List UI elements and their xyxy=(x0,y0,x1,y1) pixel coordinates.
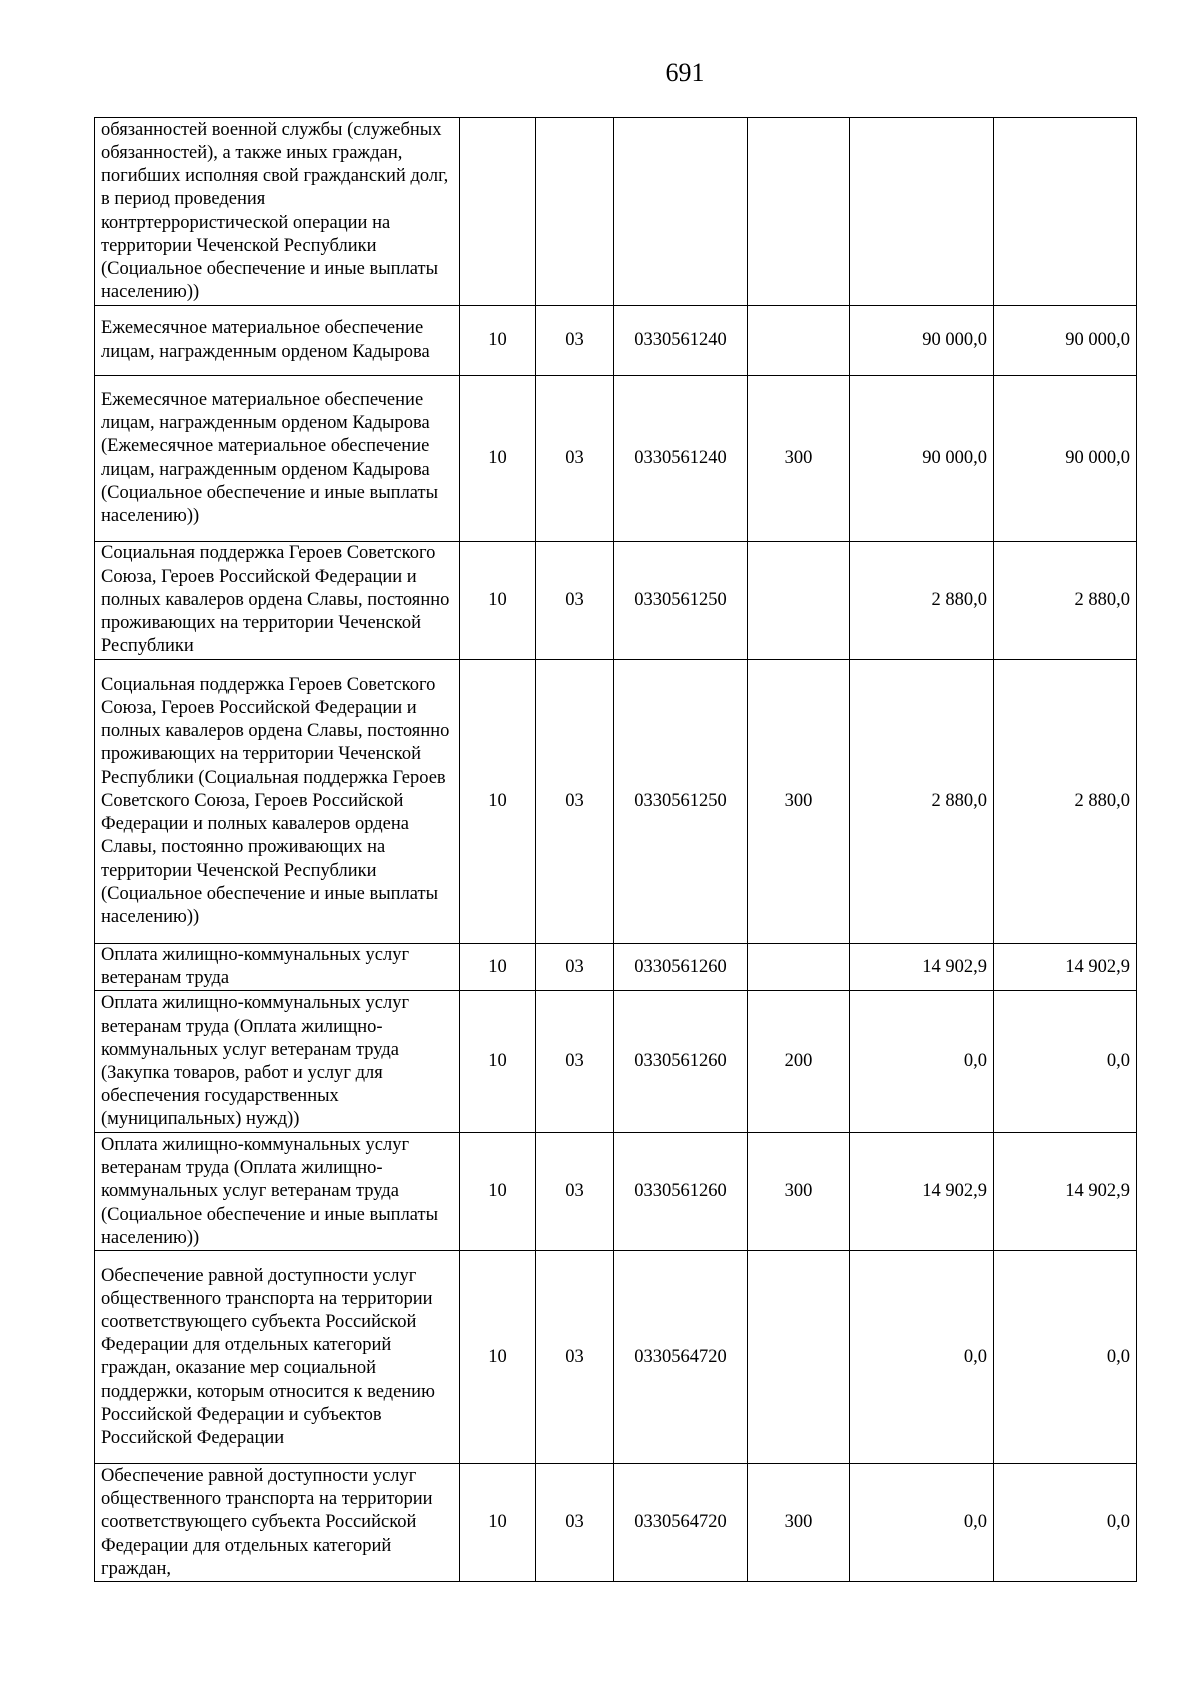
section-code-cell: 10 xyxy=(460,660,536,944)
subsection-code-cell: 03 xyxy=(536,991,614,1133)
amount-cell-1: 2 880,0 xyxy=(850,660,994,944)
target-article-cell: 0330561260 xyxy=(614,1133,748,1251)
subsection-code-cell: 03 xyxy=(536,542,614,660)
amount-cell-1 xyxy=(850,118,994,306)
table-row xyxy=(95,991,1137,1133)
amount-cell-1: 0,0 xyxy=(850,1251,994,1464)
amount-cell-2: 0,0 xyxy=(994,1464,1137,1582)
expense-type-cell xyxy=(748,944,850,991)
row-name-cell: Ежемесячное материальное обеспечение лицам, награжденным орденом Кадырова (Ежемесячное материальное обеспечение лицам, награжденным орденом Кадырова (Социальное обеспечение и иные выплаты населению)) xyxy=(95,376,460,542)
expense-type-cell: 300 xyxy=(748,376,850,542)
target-article-cell xyxy=(614,118,748,306)
section-code-cell: 10 xyxy=(460,306,536,376)
amount-cell-2: 90 000,0 xyxy=(994,376,1137,542)
row-name-cell: Оплата жилищно-коммунальных услуг ветеранам труда xyxy=(95,944,460,991)
amount-cell-1: 2 880,0 xyxy=(850,542,994,660)
row-name-cell: Оплата жилищно-коммунальных услуг ветеранам труда (Оплата жилищно-коммунальных услуг ветеранам труда (Социальное обеспечение и иные выплаты населению)) xyxy=(95,1133,460,1251)
target-article-cell: 0330564720 xyxy=(614,1251,748,1464)
subsection-code-cell xyxy=(536,118,614,306)
expense-type-cell: 300 xyxy=(748,1464,850,1582)
row-name-cell: Ежемесячное материальное обеспечение лицам, награжденным орденом Кадырова xyxy=(95,306,460,376)
table-row xyxy=(95,1464,1137,1582)
section-code-cell: 10 xyxy=(460,1464,536,1582)
section-code-cell: 10 xyxy=(460,542,536,660)
subsection-code-cell: 03 xyxy=(536,660,614,944)
subsection-code-cell: 03 xyxy=(536,1251,614,1464)
expense-type-cell xyxy=(748,542,850,660)
table-row xyxy=(95,1251,1137,1464)
amount-cell-2: 90 000,0 xyxy=(994,306,1137,376)
amount-cell-1: 90 000,0 xyxy=(850,376,994,542)
subsection-code-cell: 03 xyxy=(536,1464,614,1582)
section-code-cell: 10 xyxy=(460,376,536,542)
amount-cell-2: 2 880,0 xyxy=(994,660,1137,944)
amount-cell-2: 14 902,9 xyxy=(994,944,1137,991)
table-row xyxy=(95,306,1137,376)
section-code-cell: 10 xyxy=(460,991,536,1133)
amount-cell-2: 0,0 xyxy=(994,1251,1137,1464)
expense-type-cell: 300 xyxy=(748,1133,850,1251)
target-article-cell: 0330561250 xyxy=(614,660,748,944)
amount-cell-2: 2 880,0 xyxy=(994,542,1137,660)
subsection-code-cell: 03 xyxy=(536,306,614,376)
row-name-cell: Социальная поддержка Героев Советского Союза, Героев Российской Федерации и полных кавалеров ордена Славы, постоянно проживающих на территории Чеченской Республики (Социальная поддержка Героев Советского Союза, Героев Российской Федерации и полных кавалеров ордена Славы, постоянно проживающих на территории Чеченской Республики (Социальное обеспечение и иные выплаты населению)) xyxy=(95,660,460,944)
page-number: 691 xyxy=(665,58,705,87)
expense-type-cell xyxy=(748,118,850,306)
subsection-code-cell: 03 xyxy=(536,944,614,991)
target-article-cell: 0330561250 xyxy=(614,542,748,660)
amount-cell-1: 0,0 xyxy=(850,991,994,1133)
amount-cell-2 xyxy=(994,118,1137,306)
amount-cell-2: 0,0 xyxy=(994,991,1137,1133)
expense-type-cell: 200 xyxy=(748,991,850,1133)
expense-type-cell xyxy=(748,306,850,376)
table-body xyxy=(95,118,1137,1582)
amount-cell-2: 14 902,9 xyxy=(994,1133,1137,1251)
row-name-cell: Обеспечение равной доступности услуг общественного транспорта на территории соответствующего субъекта Российской Федерации для отдельных категорий граждан, xyxy=(95,1464,460,1582)
row-name-cell: Оплата жилищно-коммунальных услуг ветеранам труда (Оплата жилищно-коммунальных услуг ветеранам труда (Закупка товаров, работ и услуг для обеспечения государственных (муниципальных) нужд)) xyxy=(95,991,460,1133)
row-name-cell: обязанностей военной службы (служебных обязанностей), а также иных граждан, погибших исполняя свой гражданский долг, в период проведения контртеррористической операции на территории Чеченской Республики (Социальное обеспечение и иные выплаты населению)) xyxy=(95,118,460,306)
section-code-cell: 10 xyxy=(460,1251,536,1464)
row-name-cell: Обеспечение равной доступности услуг общественного транспорта на территории соответствующего субъекта Российской Федерации для отдельных категорий граждан, оказание мер социальной поддержки, которым относится к ведению Российской Федерации и субъектов Российской Федерации xyxy=(95,1251,460,1464)
section-code-cell xyxy=(460,118,536,306)
amount-cell-1: 0,0 xyxy=(850,1464,994,1582)
target-article-cell: 0330561260 xyxy=(614,991,748,1133)
table-row xyxy=(95,1133,1137,1251)
expense-type-cell xyxy=(748,1251,850,1464)
target-article-cell: 0330561240 xyxy=(614,306,748,376)
amount-cell-1: 14 902,9 xyxy=(850,944,994,991)
amount-cell-1: 14 902,9 xyxy=(850,1133,994,1251)
amount-cell-1: 90 000,0 xyxy=(850,306,994,376)
table-row xyxy=(95,118,1137,306)
target-article-cell: 0330561260 xyxy=(614,944,748,991)
expense-type-cell: 300 xyxy=(748,660,850,944)
section-code-cell: 10 xyxy=(460,1133,536,1251)
subsection-code-cell: 03 xyxy=(536,1133,614,1251)
table-row xyxy=(95,542,1137,660)
table-row xyxy=(95,660,1137,944)
row-name-cell: Социальная поддержка Героев Советского Союза, Героев Российской Федерации и полных кавалеров ордена Славы, постоянно проживающих на территории Чеченской Республики xyxy=(95,542,460,660)
subsection-code-cell: 03 xyxy=(536,376,614,542)
table-row xyxy=(95,376,1137,542)
target-article-cell: 0330564720 xyxy=(614,1464,748,1582)
section-code-cell: 10 xyxy=(460,944,536,991)
budget-table xyxy=(94,117,1137,1582)
table-row xyxy=(95,944,1137,991)
target-article-cell: 0330561240 xyxy=(614,376,748,542)
